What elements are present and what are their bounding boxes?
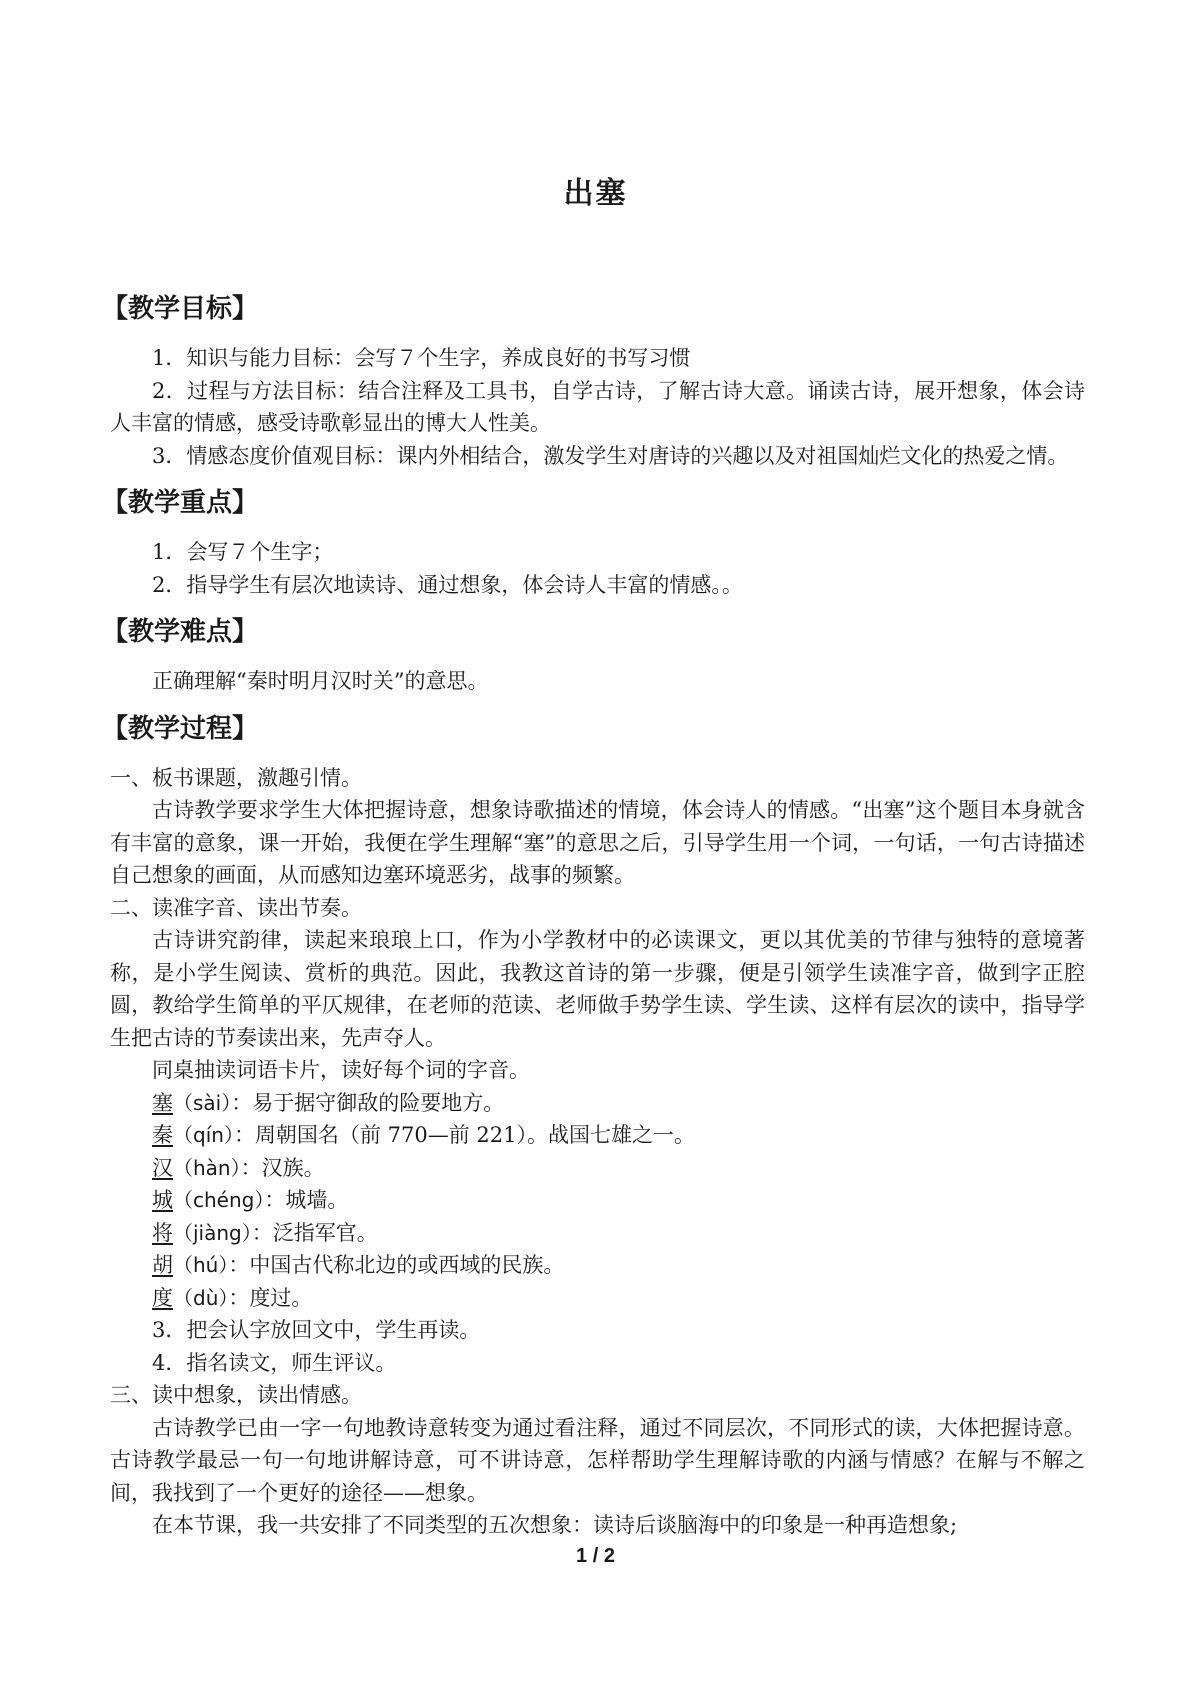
vocabulary-char: 汉	[152, 1155, 173, 1180]
objective-item: 3．情感态度价值观目标：课内外相结合，激发学生对唐诗的兴趣以及对祖国灿烂文化的热爱之情。	[152, 443, 1069, 468]
vocabulary-definition: ：度过。	[228, 1285, 313, 1310]
vocabulary-pinyin: （hú）	[173, 1253, 229, 1277]
vocabulary-pinyin: （dù）	[173, 1285, 229, 1310]
objective-item: 1．知识与能力目标：会写７个生字，养成良好的书写习惯	[152, 346, 691, 370]
section-heading-process: 【教学过程】	[102, 713, 259, 744]
vocabulary-definition: ：易于据守御敌的险要地方。	[231, 1090, 505, 1115]
process-paragraph: 同桌抽读词语卡片，读好每个词的字音。	[152, 1058, 530, 1082]
vocabulary-definition: ：汉族。	[240, 1155, 325, 1180]
vocabulary-char: 塞	[152, 1090, 173, 1115]
vocabulary-definition: ：城墙。	[264, 1188, 349, 1212]
vocabulary-list	[110, 1087, 1085, 1315]
process-step-title: 一、板书课题，激趣引情。	[110, 765, 362, 790]
document-title: 出塞	[563, 176, 628, 211]
vocabulary-char: 秦	[152, 1123, 173, 1147]
vocabulary-item	[110, 1249, 1085, 1282]
vocabulary-definition: ：中国古代称北边的或西域的民族。	[228, 1253, 565, 1277]
vocabulary-item	[110, 1087, 1085, 1120]
process-paragraph: 古诗教学要求学生大体把握诗意，想象诗歌描述的情境，体会诗人的情感。“出塞”这个题目本身就含有丰富的意象，课一开始，我便在学生理解“塞”的意思之后，引导学生用一个词，一句话，一句古诗描述自己想象的画面，从而感知边塞环境恶劣，战事的频繁。	[110, 798, 1085, 887]
vocabulary-definition: ：泛指军官。	[251, 1220, 378, 1245]
document-body	[102, 292, 1085, 1542]
process-paragraph: 4．指名读文，师生评议。	[152, 1350, 397, 1375]
process-paragraph: 古诗讲究韵律，读起来琅琅上口，作为小学教材中的必读课文，更以其优美的节律与独特的意境著称，是小学生阅读、赏析的典范。因此，我教这首诗的第一步骤，便是引领学生读准字音，做到字正腔圆，教给学生简单的平仄规律，在老师的范读、老师做手势学生读、学生读、这样有层次的读中，指导学生把古诗的节奏读出来，先声夺人。	[110, 928, 1085, 1050]
vocabulary-pinyin: （qín）	[173, 1123, 234, 1147]
vocabulary-pinyin: （hàn）	[173, 1155, 241, 1180]
vocabulary-item	[110, 1282, 1085, 1315]
vocabulary-item	[110, 1217, 1085, 1250]
process-paragraph: 古诗教学已由一字一句地教诗意转变为通过看注释，通过不同层次，不同形式的读，大体把握诗意。古诗教学最忌一句一句地讲解诗意，可不讲诗意，怎样帮助学生理解诗歌的内涵与情感？在解与不解之间，我找到了一个更好的途径——想象。	[110, 1415, 1085, 1505]
process-step-title: 三、读中想象，读出情感。	[110, 1383, 362, 1407]
process-paragraph: 3．把会认字放回文中，学生再读。	[152, 1318, 481, 1342]
section-heading-objectives: 【教学目标】	[102, 294, 259, 324]
objective-item: 2．过程与方法目标：结合注释及工具书，自学古诗，了解古诗大意。诵读古诗，展开想象，体会诗人丰富的情感，感受诗歌彰显出的博大人性美。	[110, 378, 1085, 435]
vocabulary-item	[110, 1152, 1085, 1185]
section-heading-difficulties: 【教学难点】	[102, 617, 259, 647]
vocabulary-char: 胡	[152, 1253, 173, 1277]
vocabulary-pinyin: （chéng）	[173, 1188, 265, 1212]
vocabulary-item	[110, 1184, 1085, 1217]
vocabulary-pinyin: （sài）	[173, 1090, 232, 1115]
process-step-title: 二、读准字音、读出节奏。	[110, 895, 362, 920]
vocabulary-item	[110, 1119, 1085, 1152]
difficulty-item: 正确理解“秦时明月汉时关”的意思。	[152, 669, 489, 693]
process-paragraph: 在本节课，我一共安排了不同类型的五次想象：读诗后谈脑海中的印象是一种再造想象;	[152, 1513, 958, 1537]
vocabulary-pinyin: （jiàng）	[173, 1220, 252, 1245]
page-number: 1 / 2	[576, 1545, 615, 1567]
section-heading-key-points: 【教学重点】	[102, 488, 259, 518]
vocabulary-char: 将	[152, 1220, 173, 1245]
key-point-item: 2．指导学生有层次地读诗、通过想象，体会诗人丰富的情感。。	[152, 572, 743, 597]
vocabulary-char: 度	[152, 1285, 173, 1310]
vocabulary-char: 城	[152, 1188, 173, 1212]
key-point-item: 1．会写７个生字；	[152, 540, 334, 564]
vocabulary-definition: ：周朝国名（前 770—前 221）。战国七雄之一。	[233, 1123, 695, 1147]
